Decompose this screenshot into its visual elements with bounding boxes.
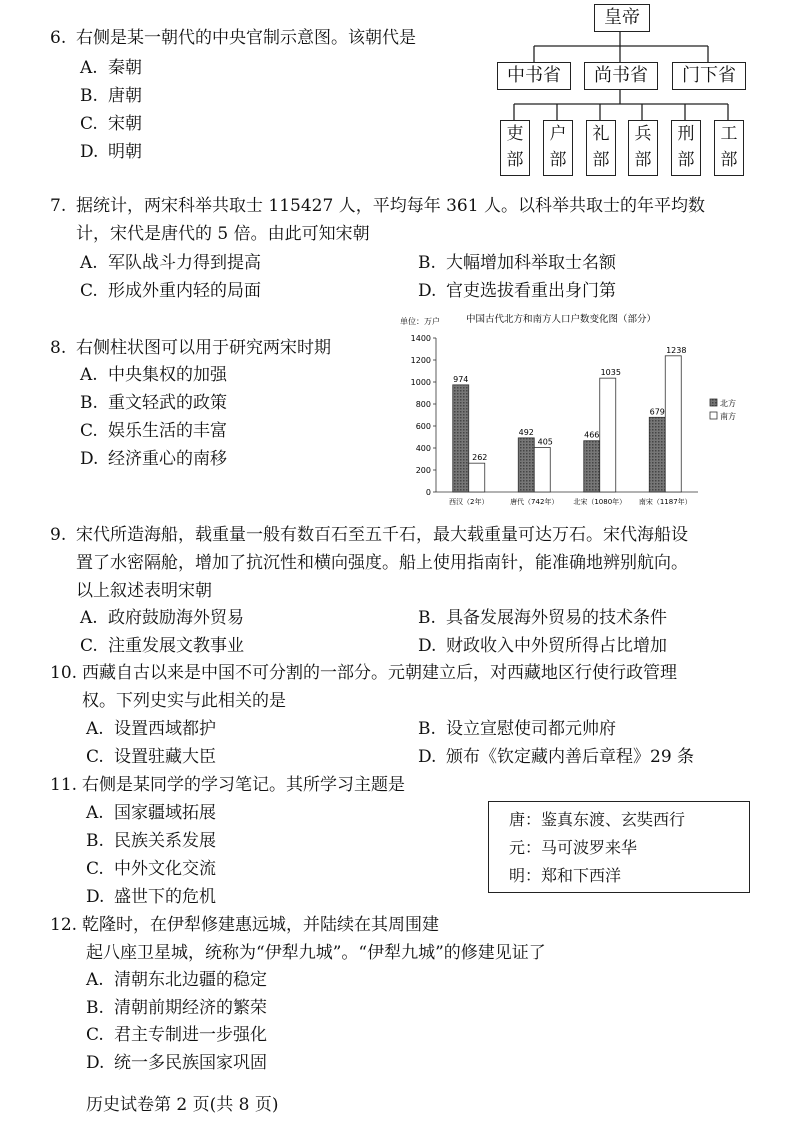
option-letter: B. (418, 719, 436, 739)
legend-label-north: 北方 (720, 399, 736, 408)
note-line-ming: 明：郑和下西洋 (509, 866, 622, 885)
q7-option-b[interactable] (418, 249, 616, 277)
q9-option-d[interactable] (418, 632, 667, 660)
option-letter: B. (86, 998, 104, 1018)
ministry-box-li (500, 120, 530, 176)
option-letter: C. (86, 747, 104, 767)
y-tick-label: 1400 (410, 334, 431, 343)
ministry-box-hu (543, 120, 573, 176)
legend-label-south: 南方 (720, 412, 736, 421)
q11-option-b[interactable] (86, 827, 216, 855)
q10-option-d[interactable] (418, 743, 694, 771)
option-text: 中外文化交流 (114, 859, 216, 879)
option-text: 娱乐生活的丰富 (108, 421, 227, 441)
bar-south (534, 447, 550, 492)
question-text: 西藏自古以来是中国不可分割的一部分。元朝建立后，对西藏地区行使行政管理 (82, 663, 677, 683)
ministry-char: 兵 (634, 124, 652, 144)
option-letter: D. (80, 142, 99, 162)
bar-label-north: 974 (453, 374, 469, 384)
q11-option-c[interactable] (86, 855, 216, 883)
question-12-stem-cont: 起八座卫星城，统称为“伊犁九城”。“伊犁九城”的修建见证了 (86, 943, 546, 963)
y-tick-label: 1200 (410, 356, 431, 365)
option-letter: C. (80, 636, 98, 656)
population-bar-chart (388, 306, 768, 510)
option-text: 秦朝 (108, 58, 142, 78)
option-letter: A. (80, 608, 98, 628)
zhongshu-box: 中书省 (497, 62, 571, 90)
option-text: 形成外重内轻的局面 (108, 281, 261, 301)
q10-option-a[interactable] (86, 715, 216, 743)
option-text: 统一多民族国家巩固 (114, 1053, 267, 1073)
question-6-stem (50, 24, 416, 52)
question-12-stem (50, 911, 439, 939)
ministry-char: 部 (506, 150, 524, 170)
question-9-stem (50, 521, 688, 549)
ministry-char: 吏 (506, 124, 524, 144)
q12-option-b[interactable] (86, 994, 267, 1022)
option-text: 政府鼓励海外贸易 (108, 608, 244, 628)
question-number: 12. (50, 915, 78, 935)
question-number: 7. (50, 196, 67, 216)
q11-option-d[interactable] (86, 883, 216, 911)
ministry-char: 部 (634, 150, 652, 170)
q6-option-d[interactable] (80, 138, 142, 166)
x-tick-label: 唐代（742年） (510, 498, 559, 506)
chart-unit-label: 单位：万户 (400, 317, 440, 326)
option-text: 唐朝 (108, 86, 142, 106)
question-text: 右侧柱状图可以用于研究两宋时期 (76, 338, 331, 358)
x-tick-label: 北宋（1080年） (573, 498, 627, 506)
option-text: 清朝前期经济的繁荣 (114, 998, 267, 1018)
menxia-box: 门下省 (672, 62, 746, 90)
option-letter: D. (86, 1053, 105, 1073)
ministry-char: 工 (720, 124, 738, 144)
bar-label-south: 262 (472, 453, 488, 463)
bar-label-north: 492 (518, 427, 534, 437)
option-text: 设立宣慰使司都元帅府 (446, 719, 616, 739)
option-letter: A. (80, 253, 98, 273)
ministry-char: 礼 (592, 124, 610, 144)
option-text: 明朝 (108, 142, 142, 162)
option-letter: D. (80, 449, 99, 469)
q6-option-c[interactable] (80, 110, 142, 138)
option-text: 清朝东北边疆的稳定 (114, 970, 267, 990)
ministry-char: 刑 (677, 124, 695, 144)
q9-option-c[interactable] (80, 632, 244, 660)
option-letter: B. (86, 831, 104, 851)
option-text: 重文轻武的政策 (108, 393, 227, 413)
option-text: 民族关系发展 (114, 831, 216, 851)
option-letter: A. (86, 970, 104, 990)
option-text: 具备发展海外贸易的技术条件 (446, 608, 667, 628)
y-tick-label: 1000 (410, 378, 431, 387)
option-letter: C. (86, 1025, 104, 1045)
question-9-stem-cont-1: 置了水密隔舱，增加了抗沉性和横向强度。船上使用指南针，能准确地辨别航向。 (76, 553, 688, 573)
option-letter: B. (80, 393, 98, 413)
question-text: 右侧是某一朝代的中央官制示意图。该朝代是 (76, 28, 416, 48)
y-tick-label: 0 (425, 488, 431, 497)
option-letter: C. (80, 421, 98, 441)
question-number: 8. (50, 338, 67, 358)
option-text: 军队战斗力得到提高 (108, 253, 261, 273)
question-number: 9. (50, 525, 67, 545)
question-text: 右侧是某同学的学习笔记。其所学习主题是 (82, 775, 405, 795)
question-text: 宋代所造海船，载重量一般有数百石至五千石，最大载重量可达万石。宋代海船设 (76, 525, 688, 545)
option-text: 国家疆域拓展 (114, 803, 216, 823)
option-letter: C. (80, 281, 98, 301)
option-letter: B. (418, 608, 436, 628)
option-text: 君主专制进一步强化 (114, 1025, 267, 1045)
question-text: 据统计，两宋科举共取士 115427 人，平均每年 361 人。以科举共取士的年平均数 (76, 196, 705, 216)
bar-label-north: 679 (649, 407, 665, 417)
option-text: 颁布《钦定藏内善后章程》29 条 (446, 747, 695, 767)
option-text: 经济重心的南移 (108, 449, 227, 469)
option-text: 官吏选拔看重出身门第 (446, 281, 616, 301)
bar-label-south: 405 (537, 437, 553, 447)
bar-north (584, 441, 600, 492)
option-text: 盛世下的危机 (114, 887, 216, 907)
question-11-stem (50, 771, 405, 799)
bar-north (518, 438, 534, 492)
y-tick-label: 200 (415, 466, 431, 475)
q8-option-c[interactable] (80, 417, 227, 445)
y-tick-label: 800 (415, 400, 431, 409)
question-9-stem-cont-2: 以上叙述表明宋朝 (76, 581, 212, 601)
q6-option-b[interactable] (80, 82, 142, 110)
chart-title: 中国古代北方和南方人口户数变化图（部分） (466, 314, 657, 325)
bar-north (649, 417, 665, 492)
option-letter: B. (418, 253, 436, 273)
option-text: 设置西域都护 (114, 719, 216, 739)
ministry-char: 部 (720, 150, 738, 170)
q6-option-a[interactable] (80, 54, 142, 82)
ministry-char: 部 (677, 150, 695, 170)
bar-south (469, 463, 485, 492)
q7-option-a[interactable] (80, 249, 261, 277)
option-letter: D. (418, 636, 437, 656)
option-letter: C. (80, 114, 98, 134)
ministry-char: 户 (549, 124, 567, 144)
question-10-stem-cont: 权。下列史实与此相关的是 (82, 691, 286, 711)
q10-option-c[interactable] (86, 743, 216, 771)
q12-option-c[interactable] (86, 1021, 267, 1049)
y-tick-label: 400 (415, 444, 431, 453)
note-line-yuan: 元：马可波罗来华 (509, 838, 638, 857)
option-letter: A. (80, 365, 98, 385)
study-notes-box (488, 801, 750, 893)
x-tick-label: 西汉（2年） (449, 498, 489, 506)
bar-label-south: 1035 (600, 368, 621, 378)
q7-option-c[interactable] (80, 277, 261, 305)
page-footer: 历史试卷第 2 页(共 8 页) (86, 1095, 279, 1115)
bar-south (665, 356, 681, 492)
x-tick-label: 南宋（1187年） (638, 498, 692, 506)
option-letter: D. (86, 887, 105, 907)
question-10-stem (50, 659, 677, 687)
question-number: 10. (50, 663, 78, 683)
question-7-stem (50, 192, 705, 220)
option-letter: D. (418, 747, 437, 767)
note-line-tang: 唐：鉴真东渡、玄奘西行 (509, 810, 686, 829)
bar-label-south: 1238 (666, 345, 687, 355)
ministry-box-war (628, 120, 658, 176)
ministry-char: 部 (549, 150, 567, 170)
question-number: 11. (50, 775, 78, 795)
ministry-box-rites (586, 120, 616, 176)
y-tick-label: 600 (415, 422, 431, 431)
shangshu-box: 尚书省 (584, 62, 658, 90)
q10-option-b[interactable] (418, 715, 616, 743)
question-number: 6. (50, 28, 67, 48)
q9-option-b[interactable] (418, 604, 667, 632)
ministry-box-works (714, 120, 744, 176)
question-8-stem (50, 334, 331, 362)
question-7-stem-cont: 计，宋代是唐代的 5 倍。由此可知宋朝 (76, 224, 370, 244)
q12-option-d[interactable] (86, 1049, 267, 1077)
bar-north (453, 385, 469, 492)
option-text: 中央集权的加强 (108, 365, 227, 385)
q11-option-a[interactable] (86, 799, 216, 827)
question-text: 乾隆时，在伊犁修建惠远城，并陆续在其周围建 (82, 915, 439, 935)
option-letter: C. (86, 859, 104, 879)
q8-option-d[interactable] (80, 445, 227, 473)
option-letter: D. (418, 281, 437, 301)
q8-option-a[interactable] (80, 361, 227, 389)
option-letter: A. (86, 719, 104, 739)
option-text: 注重发展文教事业 (108, 636, 244, 656)
emperor-box: 皇帝 (594, 4, 650, 32)
option-letter: A. (86, 803, 104, 823)
option-text: 设置驻藏大臣 (114, 747, 216, 767)
bar-label-north: 466 (584, 430, 600, 440)
ministry-char: 部 (592, 150, 610, 170)
q12-option-a[interactable] (86, 966, 267, 994)
ministry-box-justice (671, 120, 701, 176)
legend-swatch-south (710, 412, 717, 419)
q9-option-a[interactable] (80, 604, 244, 632)
legend-swatch-north (710, 399, 717, 406)
option-letter: A. (80, 58, 98, 78)
q8-option-b[interactable] (80, 389, 227, 417)
option-text: 大幅增加科举取士名额 (446, 253, 616, 273)
q7-option-d[interactable] (418, 277, 616, 305)
option-text: 财政收入中外贸所得占比增加 (446, 636, 667, 656)
option-letter: B. (80, 86, 98, 106)
bar-south (600, 378, 616, 492)
option-text: 宋朝 (108, 114, 142, 134)
